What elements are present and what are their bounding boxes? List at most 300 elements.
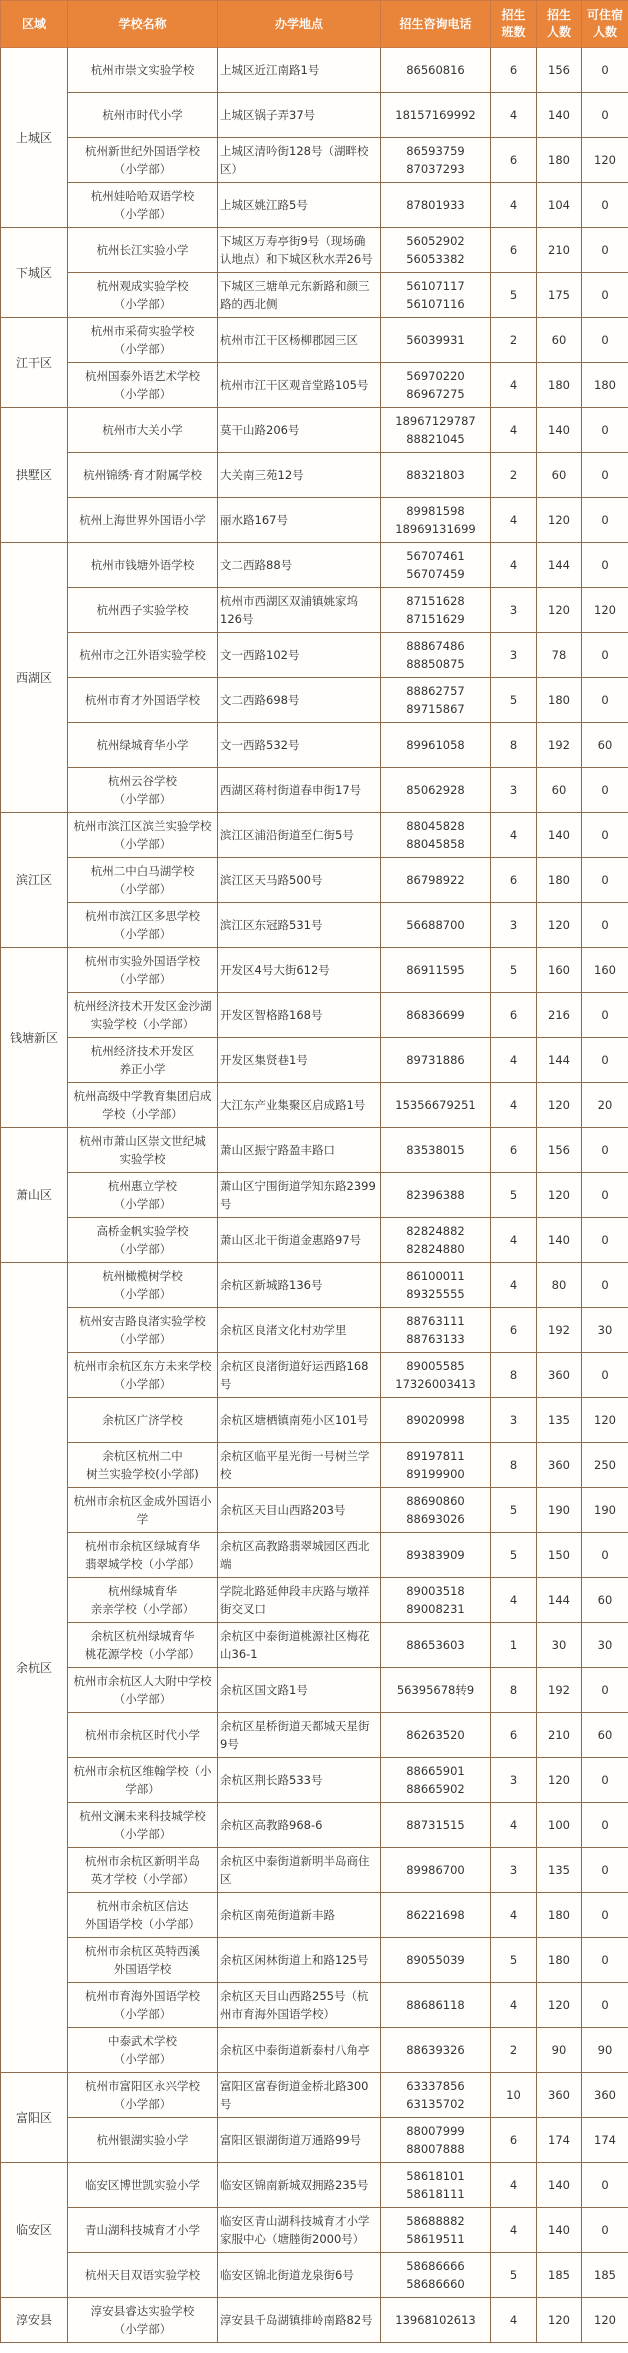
header-enroll: 招生 人数	[537, 1, 582, 48]
classes-cell: 4	[491, 2163, 537, 2208]
address-cell: 萧山区振宁路盈丰路口	[218, 1128, 381, 1173]
header-boarding: 可住宿 人数	[582, 1, 628, 48]
school-name-cell: 杭州市钱塘外语学校	[68, 543, 218, 588]
classes-cell: 5	[491, 948, 537, 993]
school-name-cell: 杭州西子实验学校	[68, 588, 218, 633]
address-cell: 临安区锦北街道龙泉街6号	[218, 2253, 381, 2298]
address-cell: 临安区锦南新城双拥路235号	[218, 2163, 381, 2208]
address-cell: 大江东产业集聚区启成路1号	[218, 1083, 381, 1128]
enroll-cell: 120	[537, 1983, 582, 2028]
enroll-cell: 192	[537, 1308, 582, 1353]
address-cell: 余杭区临平星光街一号树兰学 校	[218, 1443, 381, 1488]
table-row	[1, 408, 628, 453]
enroll-cell: 192	[537, 1668, 582, 1713]
enroll-cell: 60	[537, 318, 582, 363]
phone-cell: 86798922	[381, 858, 491, 903]
table-row	[1, 1623, 628, 1668]
school-name-cell: 淳安县睿达实验学校 （小学部）	[68, 2298, 218, 2343]
phone-cell: 86593759 87037293	[381, 138, 491, 183]
region-cell: 临安区	[1, 2163, 68, 2298]
school-name-cell: 杭州锦绣·育才附属学校	[68, 453, 218, 498]
address-cell: 杭州市西湖区双浦镇姚家坞 126号	[218, 588, 381, 633]
phone-cell: 56688700	[381, 903, 491, 948]
school-name-cell: 杭州市余杭区人大附中学校 （小学部）	[68, 1668, 218, 1713]
school-name-cell: 杭州市时代小学	[68, 93, 218, 138]
address-cell: 上城区清吟街128号（湖畔校 区）	[218, 138, 381, 183]
boarding-cell: 0	[582, 1128, 628, 1173]
phone-cell: 88045828 88045858	[381, 813, 491, 858]
boarding-cell: 20	[582, 1083, 628, 1128]
address-cell: 余杭区天目山西路255号（杭 州市育海外国语学校）	[218, 1983, 381, 2028]
school-name-cell: 余杭区广济学校	[68, 1398, 218, 1443]
table-row	[1, 1173, 628, 1218]
enroll-cell: 140	[537, 2163, 582, 2208]
address-cell: 余杭区中泰街道桃源社区梅花 山36-1	[218, 1623, 381, 1668]
classes-cell: 4	[491, 183, 537, 228]
region-cell: 富阳区	[1, 2073, 68, 2163]
classes-cell: 4	[491, 543, 537, 588]
phone-cell: 86100011 89325555	[381, 1263, 491, 1308]
phone-cell: 56707461 56707459	[381, 543, 491, 588]
school-name-cell: 杭州市实验外国语学校 （小学部）	[68, 948, 218, 993]
classes-cell: 4	[491, 2208, 537, 2253]
enroll-cell: 80	[537, 1263, 582, 1308]
phone-cell: 89020998	[381, 1398, 491, 1443]
boarding-cell: 0	[582, 1758, 628, 1803]
boarding-cell: 60	[582, 1713, 628, 1758]
boarding-cell: 0	[582, 453, 628, 498]
phone-cell: 86836699	[381, 993, 491, 1038]
enroll-cell: 120	[537, 2298, 582, 2343]
classes-cell: 4	[491, 1893, 537, 1938]
region-cell: 滨江区	[1, 813, 68, 948]
school-name-cell: 杭州市大关小学	[68, 408, 218, 453]
phone-cell: 89981598 18969131699	[381, 498, 491, 543]
school-name-cell: 青山湖科技城育才小学	[68, 2208, 218, 2253]
boarding-cell: 120	[582, 2298, 628, 2343]
boarding-cell: 0	[582, 1038, 628, 1083]
boarding-cell: 174	[582, 2118, 628, 2163]
table-row	[1, 993, 628, 1038]
enroll-cell: 30	[537, 1623, 582, 1668]
table-row	[1, 678, 628, 723]
enroll-cell: 360	[537, 2073, 582, 2118]
address-cell: 萧山区宁围街道学知东路2399 号	[218, 1173, 381, 1218]
table-row	[1, 2118, 628, 2163]
address-cell: 下城区三塘单元东新路和颜三 路的西北侧	[218, 273, 381, 318]
classes-cell: 6	[491, 48, 537, 93]
address-cell: 余杭区南苑街道新丰路	[218, 1893, 381, 1938]
table-row	[1, 1263, 628, 1308]
classes-cell: 2	[491, 453, 537, 498]
address-cell: 淳安县千岛湖镇排岭南路82号	[218, 2298, 381, 2343]
address-cell: 余杭区天目山西路203号	[218, 1488, 381, 1533]
school-name-cell: 杭州观成实验学校 （小学部）	[68, 273, 218, 318]
header-school: 学校名称	[68, 1, 218, 48]
address-cell: 杭州市江干区杨柳郡园三区	[218, 318, 381, 363]
boarding-cell: 0	[582, 1848, 628, 1893]
table-row	[1, 948, 628, 993]
enroll-cell: 210	[537, 1713, 582, 1758]
enroll-cell: 140	[537, 2208, 582, 2253]
phone-cell: 88653603	[381, 1623, 491, 1668]
enroll-cell: 90	[537, 2028, 582, 2073]
school-name-cell: 杭州上海世界外国语小学	[68, 498, 218, 543]
table-row	[1, 1398, 628, 1443]
address-cell: 滨江区天马路500号	[218, 858, 381, 903]
header-region: 区域	[1, 1, 68, 48]
phone-cell: 86911595	[381, 948, 491, 993]
school-name-cell: 杭州安吉路良渚实验学校 （小学部）	[68, 1308, 218, 1353]
school-name-cell: 杭州绿城育华小学	[68, 723, 218, 768]
school-name-cell: 杭州市余杭区英特西溪 外国语学校	[68, 1938, 218, 1983]
classes-cell: 4	[491, 1983, 537, 2028]
phone-cell: 82824882 82824880	[381, 1218, 491, 1263]
classes-cell: 2	[491, 2028, 537, 2073]
table-row	[1, 1308, 628, 1353]
region-cell: 西湖区	[1, 543, 68, 813]
address-cell: 大关南三苑12号	[218, 453, 381, 498]
classes-cell: 4	[491, 2298, 537, 2343]
phone-cell: 89986700	[381, 1848, 491, 1893]
phone-cell: 88867486 88850875	[381, 633, 491, 678]
classes-cell: 5	[491, 2253, 537, 2298]
table-row	[1, 903, 628, 948]
table-row	[1, 1578, 628, 1623]
table-row	[1, 183, 628, 228]
school-name-cell: 杭州橄榄树学校 （小学部）	[68, 1263, 218, 1308]
phone-cell: 88639326	[381, 2028, 491, 2073]
phone-cell: 82396388	[381, 1173, 491, 1218]
school-name-cell: 杭州二中白马湖学校 （小学部）	[68, 858, 218, 903]
boarding-cell: 0	[582, 543, 628, 588]
address-cell: 杭州市江干区观音堂路105号	[218, 363, 381, 408]
table-row	[1, 2028, 628, 2073]
address-cell: 余杭区闲林街道上和路125号	[218, 1938, 381, 1983]
table-row	[1, 453, 628, 498]
school-name-cell: 杭州市余杭区维翰学校（小 学部）	[68, 1758, 218, 1803]
boarding-cell: 0	[582, 1353, 628, 1398]
enroll-cell: 60	[537, 453, 582, 498]
enroll-cell: 140	[537, 813, 582, 858]
boarding-cell: 0	[582, 183, 628, 228]
table-row	[1, 813, 628, 858]
phone-cell: 15356679251	[381, 1083, 491, 1128]
enroll-cell: 104	[537, 183, 582, 228]
enroll-cell: 185	[537, 2253, 582, 2298]
header-phone: 招生咨询电话	[381, 1, 491, 48]
classes-cell: 10	[491, 2073, 537, 2118]
address-cell: 下城区万寿亭街9号（现场确 认地点）和下城区秋水弄26号	[218, 228, 381, 273]
boarding-cell: 0	[582, 1533, 628, 1578]
classes-cell: 3	[491, 633, 537, 678]
boarding-cell: 0	[582, 858, 628, 903]
phone-cell: 89383909	[381, 1533, 491, 1578]
address-cell: 上城区锅子弄37号	[218, 93, 381, 138]
boarding-cell: 0	[582, 1218, 628, 1263]
table-row	[1, 1083, 628, 1128]
table-row	[1, 318, 628, 363]
table-row	[1, 543, 628, 588]
boarding-cell: 90	[582, 2028, 628, 2073]
enroll-cell: 180	[537, 1938, 582, 1983]
table-row	[1, 498, 628, 543]
classes-cell: 8	[491, 1443, 537, 1488]
enroll-cell: 120	[537, 1083, 582, 1128]
school-name-cell: 杭州市滨江区多思学校 （小学部）	[68, 903, 218, 948]
boarding-cell: 0	[582, 498, 628, 543]
classes-cell: 4	[491, 363, 537, 408]
school-name-cell: 余杭区杭州二中 树兰实验学校(小学部)	[68, 1443, 218, 1488]
table-row	[1, 273, 628, 318]
boarding-cell: 120	[582, 138, 628, 183]
classes-cell: 4	[491, 1803, 537, 1848]
table-row	[1, 723, 628, 768]
address-cell: 文二西路698号	[218, 678, 381, 723]
phone-cell: 86263520	[381, 1713, 491, 1758]
phone-cell: 56052902 56053382	[381, 228, 491, 273]
classes-cell: 1	[491, 1623, 537, 1668]
region-cell: 拱墅区	[1, 408, 68, 543]
enroll-cell: 140	[537, 408, 582, 453]
table-row	[1, 1533, 628, 1578]
phone-cell: 63337856 63135702	[381, 2073, 491, 2118]
table-row	[1, 1668, 628, 1713]
phone-cell: 56039931	[381, 318, 491, 363]
classes-cell: 4	[491, 1263, 537, 1308]
classes-cell: 6	[491, 858, 537, 903]
classes-cell: 6	[491, 993, 537, 1038]
classes-cell: 8	[491, 1353, 537, 1398]
phone-cell: 56395678转9	[381, 1668, 491, 1713]
header-classes: 招生 班数	[491, 1, 537, 48]
enroll-cell: 180	[537, 363, 582, 408]
address-cell: 余杭区中泰街道新明半岛商住 区	[218, 1848, 381, 1893]
boarding-cell: 190	[582, 1488, 628, 1533]
classes-cell: 5	[491, 273, 537, 318]
boarding-cell: 0	[582, 318, 628, 363]
boarding-cell: 0	[582, 2163, 628, 2208]
table-row	[1, 1983, 628, 2028]
address-cell: 西湖区蒋村街道春申街17号	[218, 768, 381, 813]
phone-cell: 89055039	[381, 1938, 491, 1983]
address-cell: 临安区青山湖科技城育才小学 家服中心（塘塍街2000号）	[218, 2208, 381, 2253]
region-cell: 淳安县	[1, 2298, 68, 2343]
boarding-cell: 0	[582, 813, 628, 858]
phone-cell: 89731886	[381, 1038, 491, 1083]
address-cell: 上城区姚江路5号	[218, 183, 381, 228]
classes-cell: 8	[491, 723, 537, 768]
region-cell: 下城区	[1, 228, 68, 318]
phone-cell: 88862757 89715867	[381, 678, 491, 723]
enroll-cell: 210	[537, 228, 582, 273]
phone-cell: 58618101 58618111	[381, 2163, 491, 2208]
school-name-cell: 杭州市育才外国语学校	[68, 678, 218, 723]
boarding-cell: 0	[582, 273, 628, 318]
classes-cell: 2	[491, 318, 537, 363]
enroll-cell: 175	[537, 273, 582, 318]
table-row	[1, 1893, 628, 1938]
table-row	[1, 2073, 628, 2118]
table-body	[1, 48, 628, 2343]
region-cell: 上城区	[1, 48, 68, 228]
school-name-cell: 杭州市采荷实验学校 （小学部）	[68, 318, 218, 363]
table-row	[1, 768, 628, 813]
enroll-cell: 144	[537, 543, 582, 588]
enroll-cell: 135	[537, 1848, 582, 1893]
enroll-cell: 120	[537, 498, 582, 543]
school-name-cell: 杭州市滨江区滨兰实验学校 （小学部）	[68, 813, 218, 858]
classes-cell: 3	[491, 1848, 537, 1893]
enroll-cell: 360	[537, 1443, 582, 1488]
classes-cell: 3	[491, 768, 537, 813]
school-name-cell: 杭州市育海外国语学校 （小学部）	[68, 1983, 218, 2028]
table-row	[1, 2298, 628, 2343]
address-cell: 余杭区荆长路533号	[218, 1758, 381, 1803]
enroll-cell: 180	[537, 1893, 582, 1938]
enroll-cell: 140	[537, 1218, 582, 1263]
enroll-cell: 160	[537, 948, 582, 993]
boarding-cell: 0	[582, 2208, 628, 2253]
classes-cell: 3	[491, 588, 537, 633]
boarding-cell: 120	[582, 588, 628, 633]
classes-cell: 5	[491, 1488, 537, 1533]
address-cell: 文二西路88号	[218, 543, 381, 588]
phone-cell: 56970220 86967275	[381, 363, 491, 408]
address-cell: 余杭区良渚街道好运西路168 号	[218, 1353, 381, 1398]
phone-cell: 88007999 88007888	[381, 2118, 491, 2163]
address-cell: 富阳区银湖街道万通路99号	[218, 2118, 381, 2163]
boarding-cell: 0	[582, 93, 628, 138]
classes-cell: 6	[491, 228, 537, 273]
classes-cell: 4	[491, 1578, 537, 1623]
classes-cell: 6	[491, 1308, 537, 1353]
table-row	[1, 138, 628, 183]
address-cell: 开发区智格路168号	[218, 993, 381, 1038]
table-row	[1, 1803, 628, 1848]
boarding-cell: 0	[582, 1668, 628, 1713]
address-cell: 丽水路167号	[218, 498, 381, 543]
enroll-cell: 144	[537, 1038, 582, 1083]
address-cell: 滨江区浦沿街道至仁街5号	[218, 813, 381, 858]
boarding-cell: 0	[582, 1893, 628, 1938]
school-name-cell: 杭州银湖实验小学	[68, 2118, 218, 2163]
phone-cell: 86221698	[381, 1893, 491, 1938]
school-name-cell: 杭州天目双语实验学校	[68, 2253, 218, 2298]
boarding-cell: 250	[582, 1443, 628, 1488]
phone-cell: 87151628 87151629	[381, 588, 491, 633]
school-name-cell: 杭州经济技术开发区金沙湖 实验学校（小学部）	[68, 993, 218, 1038]
phone-cell: 88763111 88763133	[381, 1308, 491, 1353]
school-name-cell: 高桥金帆实验学校 （小学部）	[68, 1218, 218, 1263]
enroll-cell: 120	[537, 1758, 582, 1803]
phone-cell: 89961058	[381, 723, 491, 768]
phone-cell: 88731515	[381, 1803, 491, 1848]
classes-cell: 3	[491, 903, 537, 948]
address-cell: 余杭区星桥街道天都城天星街 9号	[218, 1713, 381, 1758]
table-row	[1, 1443, 628, 1488]
table-row	[1, 48, 628, 93]
school-name-cell: 杭州高级中学教育集团启成 学校（小学部）	[68, 1083, 218, 1128]
boarding-cell: 30	[582, 1623, 628, 1668]
phone-cell: 87801933	[381, 183, 491, 228]
classes-cell: 6	[491, 1713, 537, 1758]
school-name-cell: 杭州市余杭区金成外国语小 学	[68, 1488, 218, 1533]
phone-cell: 56107117 56107116	[381, 273, 491, 318]
classes-cell: 5	[491, 1533, 537, 1578]
boarding-cell: 0	[582, 228, 628, 273]
boarding-cell: 360	[582, 2073, 628, 2118]
school-name-cell: 杭州文澜未来科技城学校 （小学部）	[68, 1803, 218, 1848]
classes-cell: 4	[491, 1038, 537, 1083]
school-name-cell: 杭州娃哈哈双语学校 （小学部）	[68, 183, 218, 228]
address-cell: 余杭区良渚文化村劝学里	[218, 1308, 381, 1353]
boarding-cell: 0	[582, 903, 628, 948]
enroll-cell: 135	[537, 1398, 582, 1443]
school-name-cell: 杭州市余杭区新明半岛 英才学校（小学部）	[68, 1848, 218, 1893]
school-name-cell: 杭州市余杭区绿城育华 翡翠城学校（小学部）	[68, 1533, 218, 1578]
table-row	[1, 2208, 628, 2253]
school-name-cell: 临安区博世凯实验小学	[68, 2163, 218, 2208]
classes-cell: 4	[491, 1083, 537, 1128]
address-cell: 学院北路延伸段丰庆路与墩祥 街交叉口	[218, 1578, 381, 1623]
address-cell: 莫干山路206号	[218, 408, 381, 453]
table-row	[1, 633, 628, 678]
classes-cell: 4	[491, 813, 537, 858]
school-name-cell: 中泰武术学校 （小学部）	[68, 2028, 218, 2073]
classes-cell: 5	[491, 678, 537, 723]
table-row	[1, 1848, 628, 1893]
school-name-cell: 杭州市余杭区时代小学	[68, 1713, 218, 1758]
boarding-cell: 120	[582, 1398, 628, 1443]
address-cell: 开发区集贤巷1号	[218, 1038, 381, 1083]
table-row	[1, 93, 628, 138]
phone-cell: 88686118	[381, 1983, 491, 2028]
enroll-cell: 100	[537, 1803, 582, 1848]
table-row	[1, 1038, 628, 1083]
enroll-cell: 78	[537, 633, 582, 678]
table-row	[1, 228, 628, 273]
enroll-cell: 216	[537, 993, 582, 1038]
school-name-cell: 杭州市崇文实验学校	[68, 48, 218, 93]
address-cell: 余杭区中泰街道新泰村八角亭	[218, 2028, 381, 2073]
table-row	[1, 858, 628, 903]
phone-cell: 88665901 88665902	[381, 1758, 491, 1803]
classes-cell: 3	[491, 1758, 537, 1803]
boarding-cell: 30	[582, 1308, 628, 1353]
enroll-cell: 180	[537, 138, 582, 183]
boarding-cell: 0	[582, 678, 628, 723]
phone-cell: 89197811 89199900	[381, 1443, 491, 1488]
enroll-cell: 180	[537, 678, 582, 723]
address-cell: 余杭区高教路968-6	[218, 1803, 381, 1848]
region-cell: 江干区	[1, 318, 68, 408]
table-row	[1, 1128, 628, 1173]
enroll-cell: 174	[537, 2118, 582, 2163]
boarding-cell: 0	[582, 1173, 628, 1218]
enroll-cell: 156	[537, 1128, 582, 1173]
phone-cell: 88321803	[381, 453, 491, 498]
address-cell: 萧山区北干街道金惠路97号	[218, 1218, 381, 1263]
address-cell: 开发区4号大街612号	[218, 948, 381, 993]
table-row	[1, 363, 628, 408]
region-cell: 萧山区	[1, 1128, 68, 1263]
classes-cell: 4	[491, 408, 537, 453]
boarding-cell: 185	[582, 2253, 628, 2298]
school-name-cell: 杭州新世纪外国语学校 （小学部）	[68, 138, 218, 183]
table-header-row	[1, 1, 628, 48]
boarding-cell: 0	[582, 48, 628, 93]
